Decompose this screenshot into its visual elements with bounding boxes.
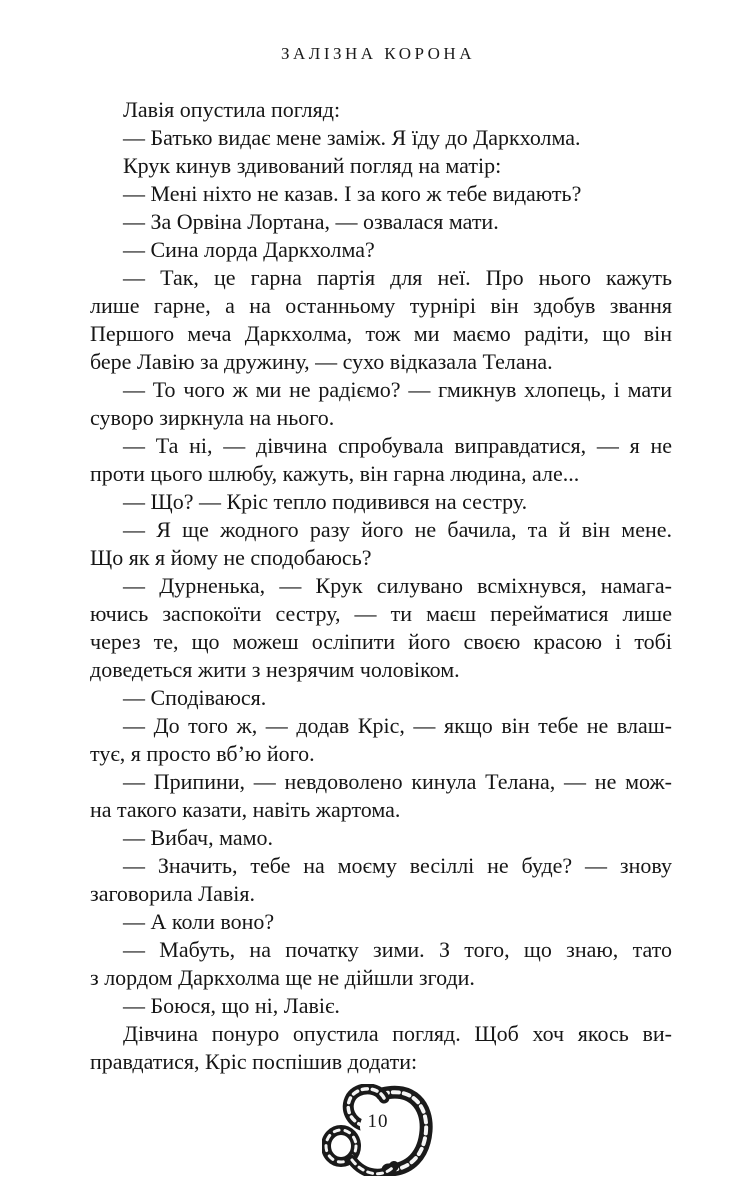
- text-line: лише гарне, а на останньому турнірі він здобув звання: [90, 293, 672, 318]
- text-line: на такого казати, навіть жартома.: [90, 797, 401, 822]
- text-line: — Так, це гарна партія для неї. Про нього кажуть: [123, 265, 672, 290]
- text-line: — Та ні, — дівчина спробувала виправдатися, — я не: [123, 433, 672, 458]
- text-line: — Батько видає мене заміж. Я їду до Даркхолма.: [123, 125, 581, 150]
- text-line: Дівчина понуро опустила погляд. Щоб хоч якось ви-: [123, 1021, 672, 1046]
- text-line: — Боюся, що ні, Лавіє.: [123, 993, 340, 1018]
- text-line: — Значить, тебе на моєму весіллі не буде? — знову: [123, 853, 672, 878]
- text-line: ючись заспокоїти сестру, — ти маєш перейматися лише: [90, 601, 672, 626]
- text-line: Крук кинув здивований погляд на матір:: [123, 153, 502, 178]
- text-line: — Припини, — невдоволено кинула Телана, — не мож-: [123, 769, 672, 794]
- text-line: Першого меча Даркхолма, тож ми маємо радіти, що він: [90, 321, 672, 346]
- text-line: заговорила Лавія.: [90, 881, 255, 906]
- text-line: суворо зиркнула на нього.: [90, 405, 335, 430]
- text-line: — За Орвіна Лортана, — озвалася мати.: [123, 209, 499, 234]
- text-line: тує, я просто вб’ю його.: [90, 741, 315, 766]
- text-line: через те, що можеш осліпити його своєю красою і тобі: [90, 629, 672, 654]
- text-line: — Я ще жодного разу його не бачила, та й він мене.: [123, 517, 672, 542]
- text-line: — Сподіваюся.: [123, 685, 267, 710]
- text-line: з лордом Даркхолма ще не дійшли згоди.: [90, 965, 475, 990]
- text-line: доведеться жити з незрячим чоловіком.: [90, 657, 460, 682]
- text-line: — А коли воно?: [123, 909, 275, 934]
- tailpiece-ornament: [322, 1084, 434, 1176]
- text-line: Що як я йому не сподобаюсь?: [90, 545, 372, 570]
- text-line: — До того ж, — додав Кріс, — якщо він тебе не влаш-: [123, 713, 672, 738]
- text-line: правдатися, Кріс поспішив додати:: [90, 1049, 418, 1074]
- running-head: ЗАЛІЗНА КОРОНА: [281, 44, 475, 63]
- body-text: [0, 96, 756, 1076]
- text-line: — Вибач, мамо.: [123, 825, 274, 850]
- text-line: Лавія опустила погляд:: [123, 97, 341, 122]
- text-line: — Що? — Кріс тепло подивився на сестру.: [123, 489, 528, 514]
- text-line: — Сина лорда Даркхолма?: [123, 237, 375, 262]
- text-line: проти цього шлюбу, кажуть, він гарна людина, але...: [90, 461, 580, 486]
- text-line: — Мабуть, на початку зими. З того, що знаю, тато: [123, 937, 672, 962]
- text-line: — То чого ж ми не радіємо? — гмикнув хлопець, і мати: [123, 377, 672, 402]
- text-line: — Дурненька, — Крук силувано всміхнувся, намага-: [123, 573, 672, 598]
- text-line: — Мені ніхто не казав. І за кого ж тебе видають?: [123, 181, 582, 206]
- text-line: бере Лавію за дружину, — сухо відказала Телана.: [90, 349, 553, 374]
- page-number: 10: [367, 1111, 389, 1132]
